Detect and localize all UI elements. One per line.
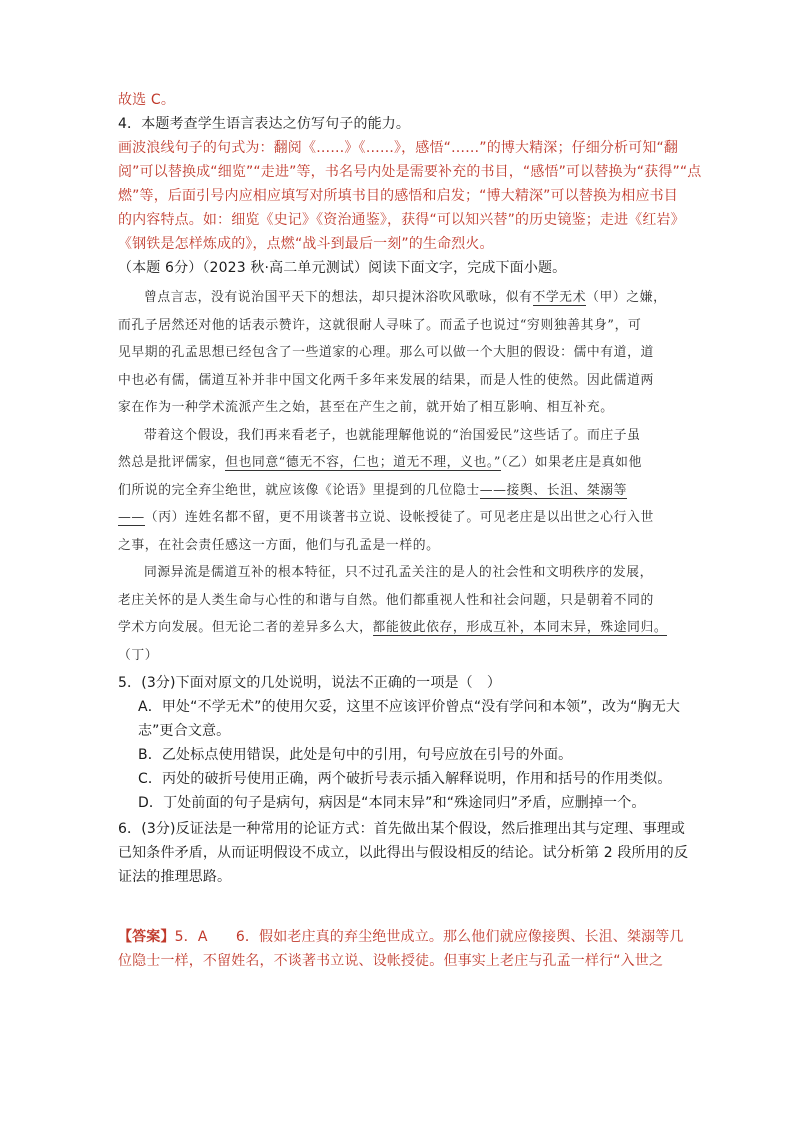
- q5-stem: 5．(3分)下面对原文的几处说明，说法不正确的一项是（ ）: [118, 675, 502, 691]
- passage-line: 之事，在社会责任感这一方面，他们与孔孟是一样的。: [118, 537, 440, 553]
- underlined-text: ——: [118, 510, 145, 525]
- underlined-text: 不学无术: [532, 290, 587, 305]
- section-heading: （本题 6分）（2023 秋·高二单元测试）阅读下面文字，完成下面小题。: [118, 260, 567, 276]
- question-6: [118, 817, 689, 889]
- q6-line: 6．(3分)反证法是一种常用的论证方式：首先做出某个假设，然后推理出其与定理、事理或: [118, 821, 686, 837]
- passage-line: 中也必有儒，儒道互补并非中国文化两千多年来发展的结果，而是人性的使然。因此儒道两: [118, 372, 654, 388]
- q4-explanation: [118, 136, 702, 256]
- reading-passage: [118, 284, 678, 669]
- passage-line: [118, 449, 678, 477]
- passage-line: [118, 477, 678, 505]
- passage-line: 而孔子居然还对他的话表示赞许，这就很耐人寻味了。而孟子也说过“穷则独善其身”，可: [118, 317, 642, 333]
- q6-line: 证法的推理思路。: [118, 869, 232, 885]
- q5-option-d[interactable]: D．丁处前面的句子是病句，病因是“本同末异”和“殊途同归”矛盾，应删掉一个。: [138, 795, 646, 811]
- passage-line: 同源异流是儒道互补的根本特征，只不过孔孟关注的是人的社会性和文明秩序的发展，: [144, 565, 654, 580]
- q5-option-c[interactable]: C．丙处的破折号使用正确，两个破折号表示插入解释说明，作用和括号的作用类似。: [138, 771, 672, 787]
- passage-text: 们所说的完全弃尘绝世，就应该像《论语》里提到的几位隐士: [118, 482, 480, 498]
- q6-line: 已知条件矛盾，从而证明假设不成立，以此得出与假设相反的结论。试分析第 2 段所用的反: [118, 845, 689, 861]
- passage-line: 带着这个假设，我们再来看老子，也就能理解他说的“治国爱民”这些话了。而庄子虽: [144, 427, 641, 443]
- underlined-text: 都能彼此依存，形成互补，本同末异，殊途同归。: [372, 620, 668, 635]
- q5-option-a[interactable]: A．甲处“不学无术”的使用欠妥，这里不应该评价曾点“没有学问和本领”，改为“胸无大: [138, 699, 680, 715]
- passage-line: 老庄关怀的是人类生命与心性的和谐与自然。他们都重视人性和社会问题，只是朝着不同的: [118, 592, 654, 608]
- q4-line: 《钢铁是怎样炼成的》，点燃“战斗到最后一刻”的生命烈火。: [118, 236, 494, 252]
- passage-line: [118, 614, 678, 642]
- passage-paragraph-2: [118, 422, 678, 560]
- passage-text: （丙）连姓名都不留，更不用谈著书立说、设帐授徒了。可见老庄是以出世之心行入世: [144, 510, 654, 525]
- passage-text: 学术方向发展。但无论二者的差异多么大，: [118, 620, 373, 635]
- passage-text: （甲）之嫌，: [586, 290, 667, 305]
- q4-line: 的内容特点。如：细览《史记》《资治通鉴》，获得“可以知兴替”的历史镜鉴；走进《红岩》: [118, 212, 685, 228]
- prev-conclusion: 故选 C。: [118, 92, 175, 108]
- document-page: [118, 88, 702, 973]
- q4-line: 燃”等，后面引号内应相应填写对所填书目的感悟和启发；“博大精深”可以替换为相应书目: [118, 188, 678, 204]
- passage-line: 家在作为一种学术流派产生之始，甚至在产生之前，就开始了相互影响、相互补充。: [118, 400, 614, 415]
- answer-tag: 【答案】: [118, 929, 175, 945]
- q4-line: 画波浪线句子的句式为：翻阅《……》《……》，感悟“……”的博大精深；仔细分析可知“翻: [118, 140, 679, 156]
- q4-line: 阅”可以替换成“细览”“走进”等，书名号内处是需要补充的书目，“感悟”可以替换为“获得”“点: [118, 164, 702, 180]
- answer-section: [118, 925, 684, 973]
- passage-text: 曾点言志，没有说治国平天下的想法，却只提沐浴吹风歌咏，似有: [144, 290, 533, 305]
- answer-line: 位隐士一样，不留姓名，不谈著书立说、设帐授徒。但事实上老庄与孔孟一样行“入世之: [118, 953, 664, 969]
- passage-line: （丁）: [118, 647, 159, 663]
- underlined-text: 但也同意“德无不容，仁也；道无不理，义也。”: [225, 455, 502, 470]
- underlined-text: ——接舆、长沮、桀溺等: [479, 482, 628, 498]
- question-5: [118, 671, 678, 815]
- q5-option-b[interactable]: B．乙处标点使用错误，此处是句中的引用，句号应放在引号的外面。: [138, 747, 573, 763]
- passage-paragraph-1: [118, 284, 678, 422]
- passage-text: （乙）如果老庄是真如他: [501, 455, 642, 470]
- answer-text: 5．A 6．假如老庄真的弃尘绝世成立。那么他们就应像接舆、长沮、桀溺等几: [174, 929, 684, 945]
- q4-heading: 4．本题考查学生语言表达之仿写句子的能力。: [118, 116, 411, 132]
- passage-paragraph-3: [118, 559, 678, 669]
- q5-option-a-cont: 志”更合文意。: [138, 723, 231, 739]
- answer-line: [118, 925, 684, 949]
- passage-line: [118, 504, 678, 532]
- passage-text: 然总是批评儒家，: [118, 455, 226, 470]
- passage-line: 见早期的孔孟思想已经包含了一些道家的心理。那么可以做一个大胆的假设：儒中有道，道: [118, 345, 654, 360]
- passage-line: [118, 284, 678, 312]
